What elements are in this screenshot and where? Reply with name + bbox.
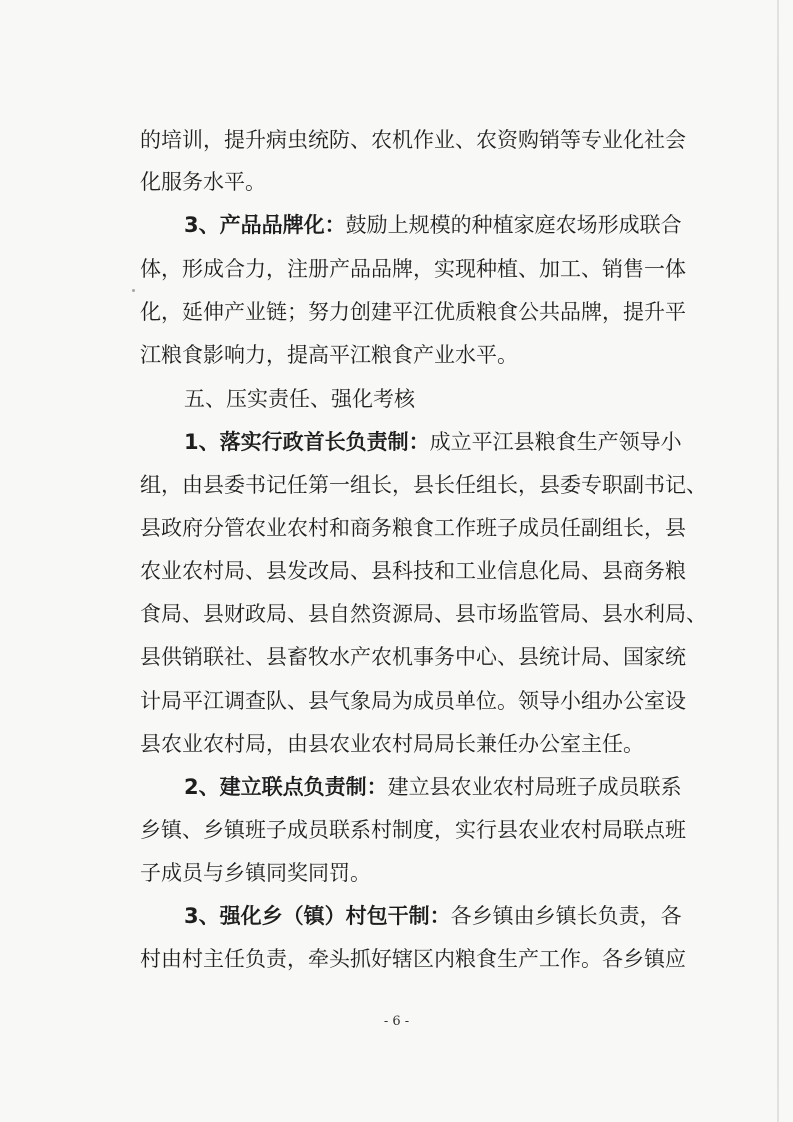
text-line-19 (140, 901, 680, 931)
scan-speck (132, 289, 135, 292)
heading-executive-responsibility: 1、落实行政首长负责制： (184, 430, 430, 454)
heading-township-village-contracting: 3、强化乡（镇）村包干制： (184, 904, 451, 928)
scan-edge (777, 0, 779, 1122)
text-line-14: 计局平江调查队、县气象局为成员单位。领导小组办公室设 (140, 689, 686, 713)
text-line-12: 食局、县财政局、县自然资源局、县市场监管局、县水利局、 (140, 602, 707, 626)
text-line-15: 县农业农村局，由县农业农村局局长兼任办公室主任。 (140, 732, 644, 756)
text-line-9: 组，由县委书记任第一组长，县长任组长，县委专职副书记、 (140, 473, 707, 497)
text-line-19-rest: 各乡镇由乡镇长负责，各 (450, 904, 682, 928)
text-line-17: 乡镇、乡镇班子成员联系村制度，实行县农业农村局联点班 (140, 818, 686, 842)
text-line-2: 化服务水平。 (140, 170, 266, 194)
text-line-4: 体，形成合力，注册产品品牌，实现种植、加工、销售一体 (140, 257, 686, 281)
section-heading-five: 五、压实责任、强化考核 (184, 387, 415, 411)
text-line-10: 县政府分管农业农村和商务粮食工作班子成员任副组长，县 (140, 516, 686, 540)
text-line-16 (140, 772, 680, 802)
text-line-8 (140, 427, 680, 457)
text-line-3-rest: 鼓励上规模的种植家庭农场形成联合 (345, 213, 682, 237)
text-line-3 (140, 210, 680, 240)
text-line-11: 农业农村局、县发改局、县科技和工业信息化局、县商务粮 (140, 559, 686, 583)
heading-liaison-responsibility: 2、建立联点负责制： (184, 775, 388, 799)
text-line-20: 村由村主任负责，牵头抓好辖区内粮食生产工作。各乡镇应 (140, 947, 686, 971)
text-line-6: 江粮食影响力，提高平江粮食产业水平。 (140, 343, 518, 367)
text-line-8-rest: 成立平江县粮食生产领导小 (429, 430, 682, 454)
heading-product-branding: 3、产品品牌化： (184, 213, 346, 237)
text-line-13: 县供销联社、县畜牧水产农机事务中心、县统计局、国家统 (140, 645, 686, 669)
text-line-1: 的培训，提升病虫统防、农机作业、农资购销等专业化社会 (140, 128, 686, 152)
text-line-18: 子成员与乡镇同奖同罚。 (140, 861, 371, 885)
text-line-16-rest: 建立县农业农村局班子成员联系 (387, 775, 682, 799)
text-line-5: 化，延伸产业链；努力创建平江优质粮食公共品牌，提升平 (140, 300, 686, 324)
page-number: - 6 - (383, 1014, 410, 1029)
